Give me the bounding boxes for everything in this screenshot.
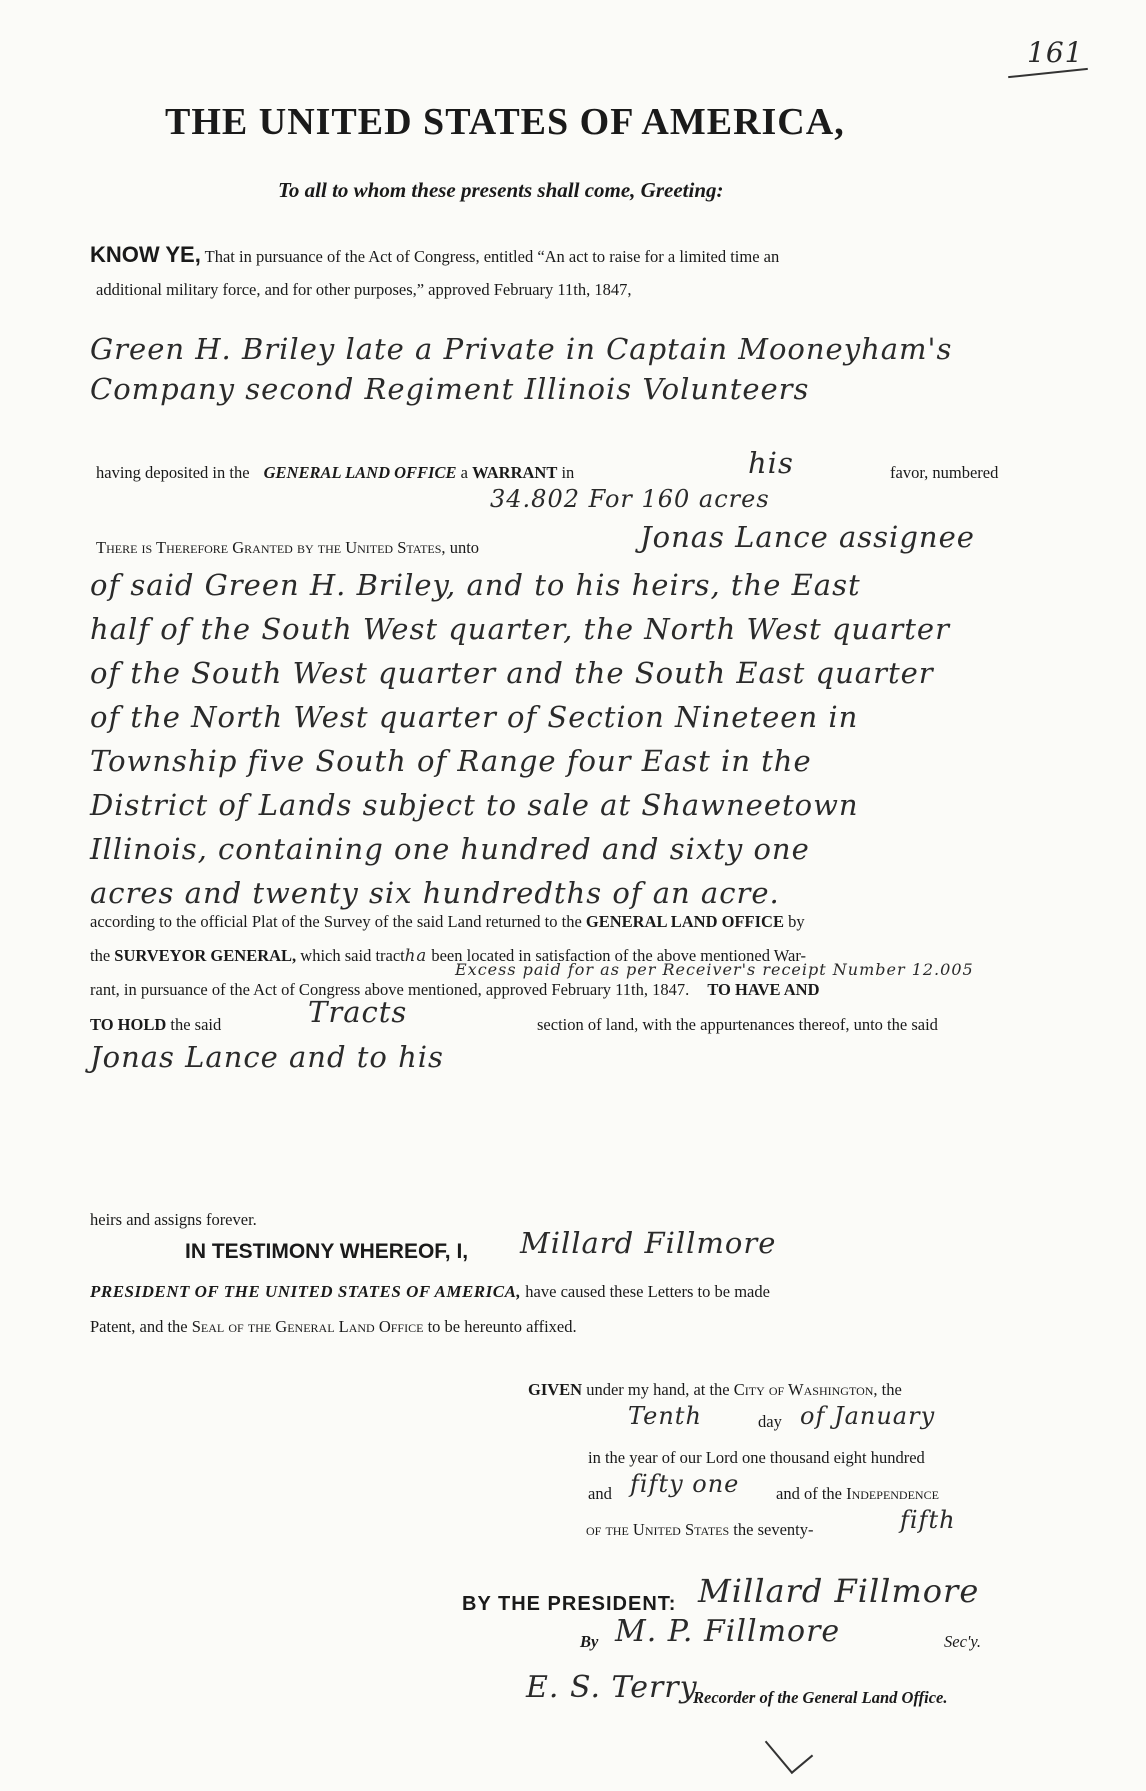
grant-hw-line-4: of the South West quarter and the South East quarter	[90, 656, 934, 690]
given-text-b: under my hand, at the	[586, 1380, 730, 1399]
tracts-handwritten: Tracts	[308, 995, 408, 1029]
warrant-text-2: a	[460, 463, 468, 482]
recorder-title: Recorder of the General Land Office.	[693, 1688, 948, 1707]
secy-label: Sec'y.	[944, 1632, 981, 1651]
grant-hw-line-7: District of Lands subject to sale at Shawneetown	[90, 788, 859, 822]
warrant-text-1: having deposited in the	[96, 463, 250, 482]
of-the-us: of the United States	[586, 1520, 730, 1539]
warrant-line	[96, 463, 574, 483]
by-the-president: BY THE PRESIDENT:	[462, 1593, 677, 1615]
survey-text-1a: according to the official Plat of the Survey of the said Land returned to the	[90, 912, 582, 931]
greeting: To all to whom these presents shall come, Greeting:	[278, 178, 724, 202]
general-land-office: GENERAL LAND OFFICE	[263, 463, 457, 482]
given-word: GIVEN	[528, 1380, 583, 1399]
city-of-washington: City of Washington,	[733, 1380, 878, 1399]
in-testimony: IN TESTIMONY WHEREOF, I,	[185, 1240, 469, 1263]
surveyor-general: SURVEYOR GENERAL,	[114, 946, 297, 965]
president-signature: Millard Fillmore	[698, 1572, 980, 1610]
document-title: THE UNITED STATES OF AMERICA,	[165, 101, 845, 143]
patent-line	[90, 1317, 577, 1337]
survey-text-2d: been located in satisfaction of the above mentioned War-	[431, 946, 807, 965]
president-name-handwritten: Millard Fillmore	[520, 1226, 777, 1260]
preamble-text-1: That in pursuance of the Act of Congress, entitled “An act to raise for a limited time an	[204, 247, 780, 266]
warrant-text-3: in	[561, 463, 575, 482]
warrant-number-handwritten: 34.802 For 160 acres	[490, 485, 770, 513]
grant-unto: unto	[449, 538, 480, 557]
year-line: in the year of our Lord one thousand eight hundred	[588, 1448, 925, 1467]
recipient-handwritten-line-2: Company second Regiment Illinois Volunteers	[90, 372, 810, 406]
to-hold: TO HOLD	[90, 1015, 167, 1034]
given-text-d: the	[881, 1380, 902, 1399]
president-line-b: have caused these Letters to be made	[525, 1282, 770, 1301]
and-word: and	[588, 1484, 612, 1503]
given-line	[528, 1380, 902, 1400]
grant-hw-line-8: Illinois, containing one hundred and sixty one	[90, 832, 810, 866]
survey-line-1	[90, 912, 805, 932]
day-word: day	[758, 1412, 782, 1431]
grant-hw-line-6: Township five South of Range four East in the	[90, 744, 812, 778]
president-of-usa: PRESIDENT OF THE UNITED STATES OF AMERICA,	[90, 1282, 522, 1301]
check-mark	[765, 1724, 813, 1774]
warrant-his-handwritten: his	[748, 446, 794, 480]
patent-line-a: Patent, and the	[90, 1317, 188, 1336]
patent-line-c: to be hereunto affixed.	[427, 1317, 577, 1336]
grant-lead-line	[96, 538, 479, 558]
warrant-word: WARRANT	[472, 463, 558, 482]
survey-text-2c: which said tract	[300, 946, 405, 965]
grant-hw-line-2: of said Green H. Briley, and to his heirs, the East	[90, 568, 861, 602]
us-line	[586, 1520, 813, 1540]
grant-hw-line-1: Jonas Lance assignee	[640, 520, 975, 554]
survey-text-2a: the	[90, 946, 111, 965]
independence: Independence	[846, 1484, 939, 1503]
survey-general-land-office: GENERAL LAND OFFICE	[585, 912, 784, 931]
day-handwritten: Tenth	[628, 1402, 702, 1430]
number-underline	[1008, 68, 1088, 78]
heirs-line: heirs and assigns forever.	[90, 1210, 257, 1229]
interlined-excess-note: Excess paid for as per Receiver's receipt Number 12.005	[455, 960, 974, 979]
grant-hw-line-9: acres and twenty six hundredths of an acre.	[90, 876, 780, 910]
survey-text-1c: by	[788, 912, 805, 931]
survey-text-3a: rant, in pursuance of the Act of Congress above mentioned, approved February 11th, 1847.	[90, 980, 690, 999]
survey-line-4	[90, 1015, 221, 1035]
the-seventy: the seventy-	[733, 1520, 814, 1539]
holder-handwritten: Jonas Lance and to his	[90, 1040, 444, 1074]
the-said: the said	[170, 1015, 222, 1034]
president-line	[90, 1282, 770, 1302]
seventy-handwritten: fifth	[900, 1506, 956, 1534]
survey-line-3	[90, 980, 820, 1000]
by-word: By	[580, 1632, 599, 1651]
survey-hw-ha: ha	[404, 946, 428, 965]
grant-lead: There is Therefore Granted by the United States,	[96, 538, 446, 557]
to-have-and: TO HAVE AND	[707, 980, 820, 999]
preamble-line-1	[90, 242, 779, 268]
preamble-line-2: additional military force, and for other purposes,” approved February 11th, 1847,	[96, 280, 632, 299]
seal-of-glo: Seal of the General Land Office	[191, 1317, 424, 1336]
grant-hw-line-5: of the North West quarter of Section Nineteen in	[90, 700, 859, 734]
and-of-the: and of the	[776, 1484, 842, 1503]
grant-hw-line-3: half of the South West quarter, the North West quarter	[90, 612, 950, 646]
recorder-signature: E. S. Terry	[526, 1670, 698, 1705]
know-ye: KNOW YE,	[90, 242, 201, 267]
recipient-handwritten-line-1: Green H. Briley late a Private in Captain Mooneyham's	[90, 332, 953, 366]
favor-numbered: favor, numbered	[890, 463, 999, 482]
secretary-signature: M. P. Fillmore	[615, 1614, 841, 1649]
month-handwritten: of January	[800, 1402, 936, 1430]
document-number: 161	[1027, 36, 1084, 69]
survey-text-4c: section of land, with the appurtenances thereof, unto the said	[537, 1015, 938, 1034]
year-handwritten: fifty one	[630, 1470, 740, 1498]
independence-line	[776, 1484, 939, 1504]
